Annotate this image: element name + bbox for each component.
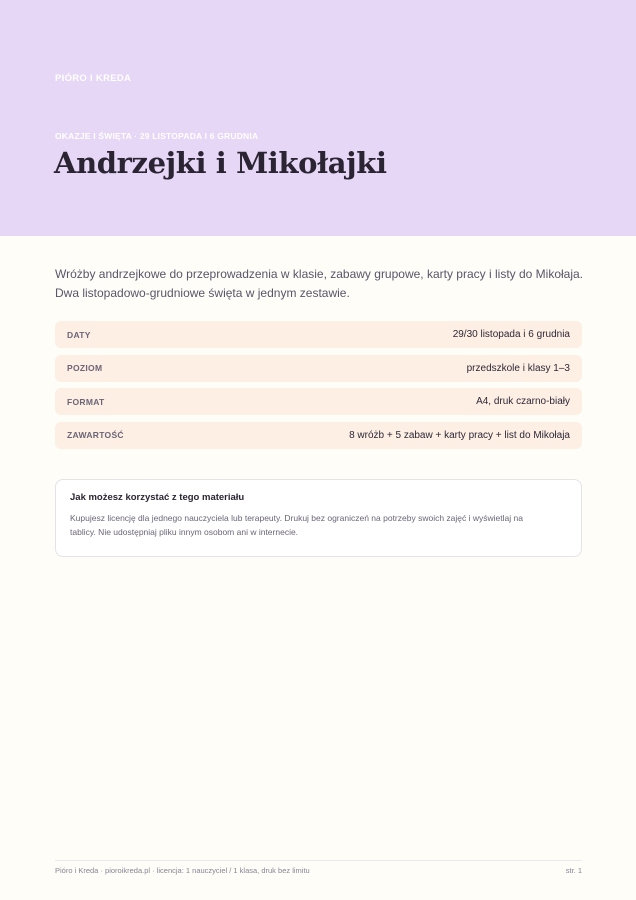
fact-label: DATY xyxy=(67,329,91,340)
footer-divider xyxy=(55,860,582,861)
fact-label: POZIOM xyxy=(67,363,103,373)
fact-label: FORMAT xyxy=(67,396,105,407)
page-number: str. 1 xyxy=(565,866,582,875)
fact-value: 29/30 listopada i 6 grudnia xyxy=(452,329,570,340)
intro-text xyxy=(55,265,585,303)
footer-credits: Pióro i Kreda · pioroikreda.pl · licencja: 1 nauczyciel / 1 klasa, druk bez limitu xyxy=(55,866,310,875)
license-line-1: Kupujesz licencję dla jednego nauczyciela lub terapeuty. Drukuj bez ograniczeń na potrzeby swoich zajęć i wyświetlaj na xyxy=(70,513,523,523)
header-banner xyxy=(0,0,636,236)
license-text xyxy=(70,511,567,539)
license-line-2: tablicy. Nie udostępniaj pliku innym osobom ani w internecie. xyxy=(70,527,299,537)
fact-value: 8 wróżb + 5 zabaw + karty pracy + list do Mikołaja xyxy=(349,429,570,441)
fact-row-contents xyxy=(55,422,582,449)
license-box xyxy=(55,479,582,557)
intro-line-1: Wróżby andrzejkowe do przeprowadzenia w klasie, zabawy grupowe, karty pracy i listy do Mikołaja. xyxy=(55,267,584,281)
category-eyebrow: OKAZJE I ŚWIĘTA · 29 LISTOPADA I 6 GRUDNIA xyxy=(55,131,259,141)
fact-row-format xyxy=(55,388,582,415)
license-title: Jak możesz korzystać z tego materiału xyxy=(70,492,245,503)
page-title: Andrzejki i Mikołajki xyxy=(54,146,387,180)
intro-line-2: Dwa listopadowo-grudniowe święta w jednym zestawie. xyxy=(55,286,350,300)
fact-row-dates xyxy=(55,321,582,348)
brand-name: PIÓRO I KREDA xyxy=(55,73,132,84)
fact-value: przedszkole i klasy 1–3 xyxy=(466,362,570,374)
facts-list xyxy=(55,321,582,455)
fact-value: A4, druk czarno-biały xyxy=(476,396,570,407)
fact-row-level xyxy=(55,355,582,382)
fact-label: ZAWARTOŚĆ xyxy=(67,430,124,440)
